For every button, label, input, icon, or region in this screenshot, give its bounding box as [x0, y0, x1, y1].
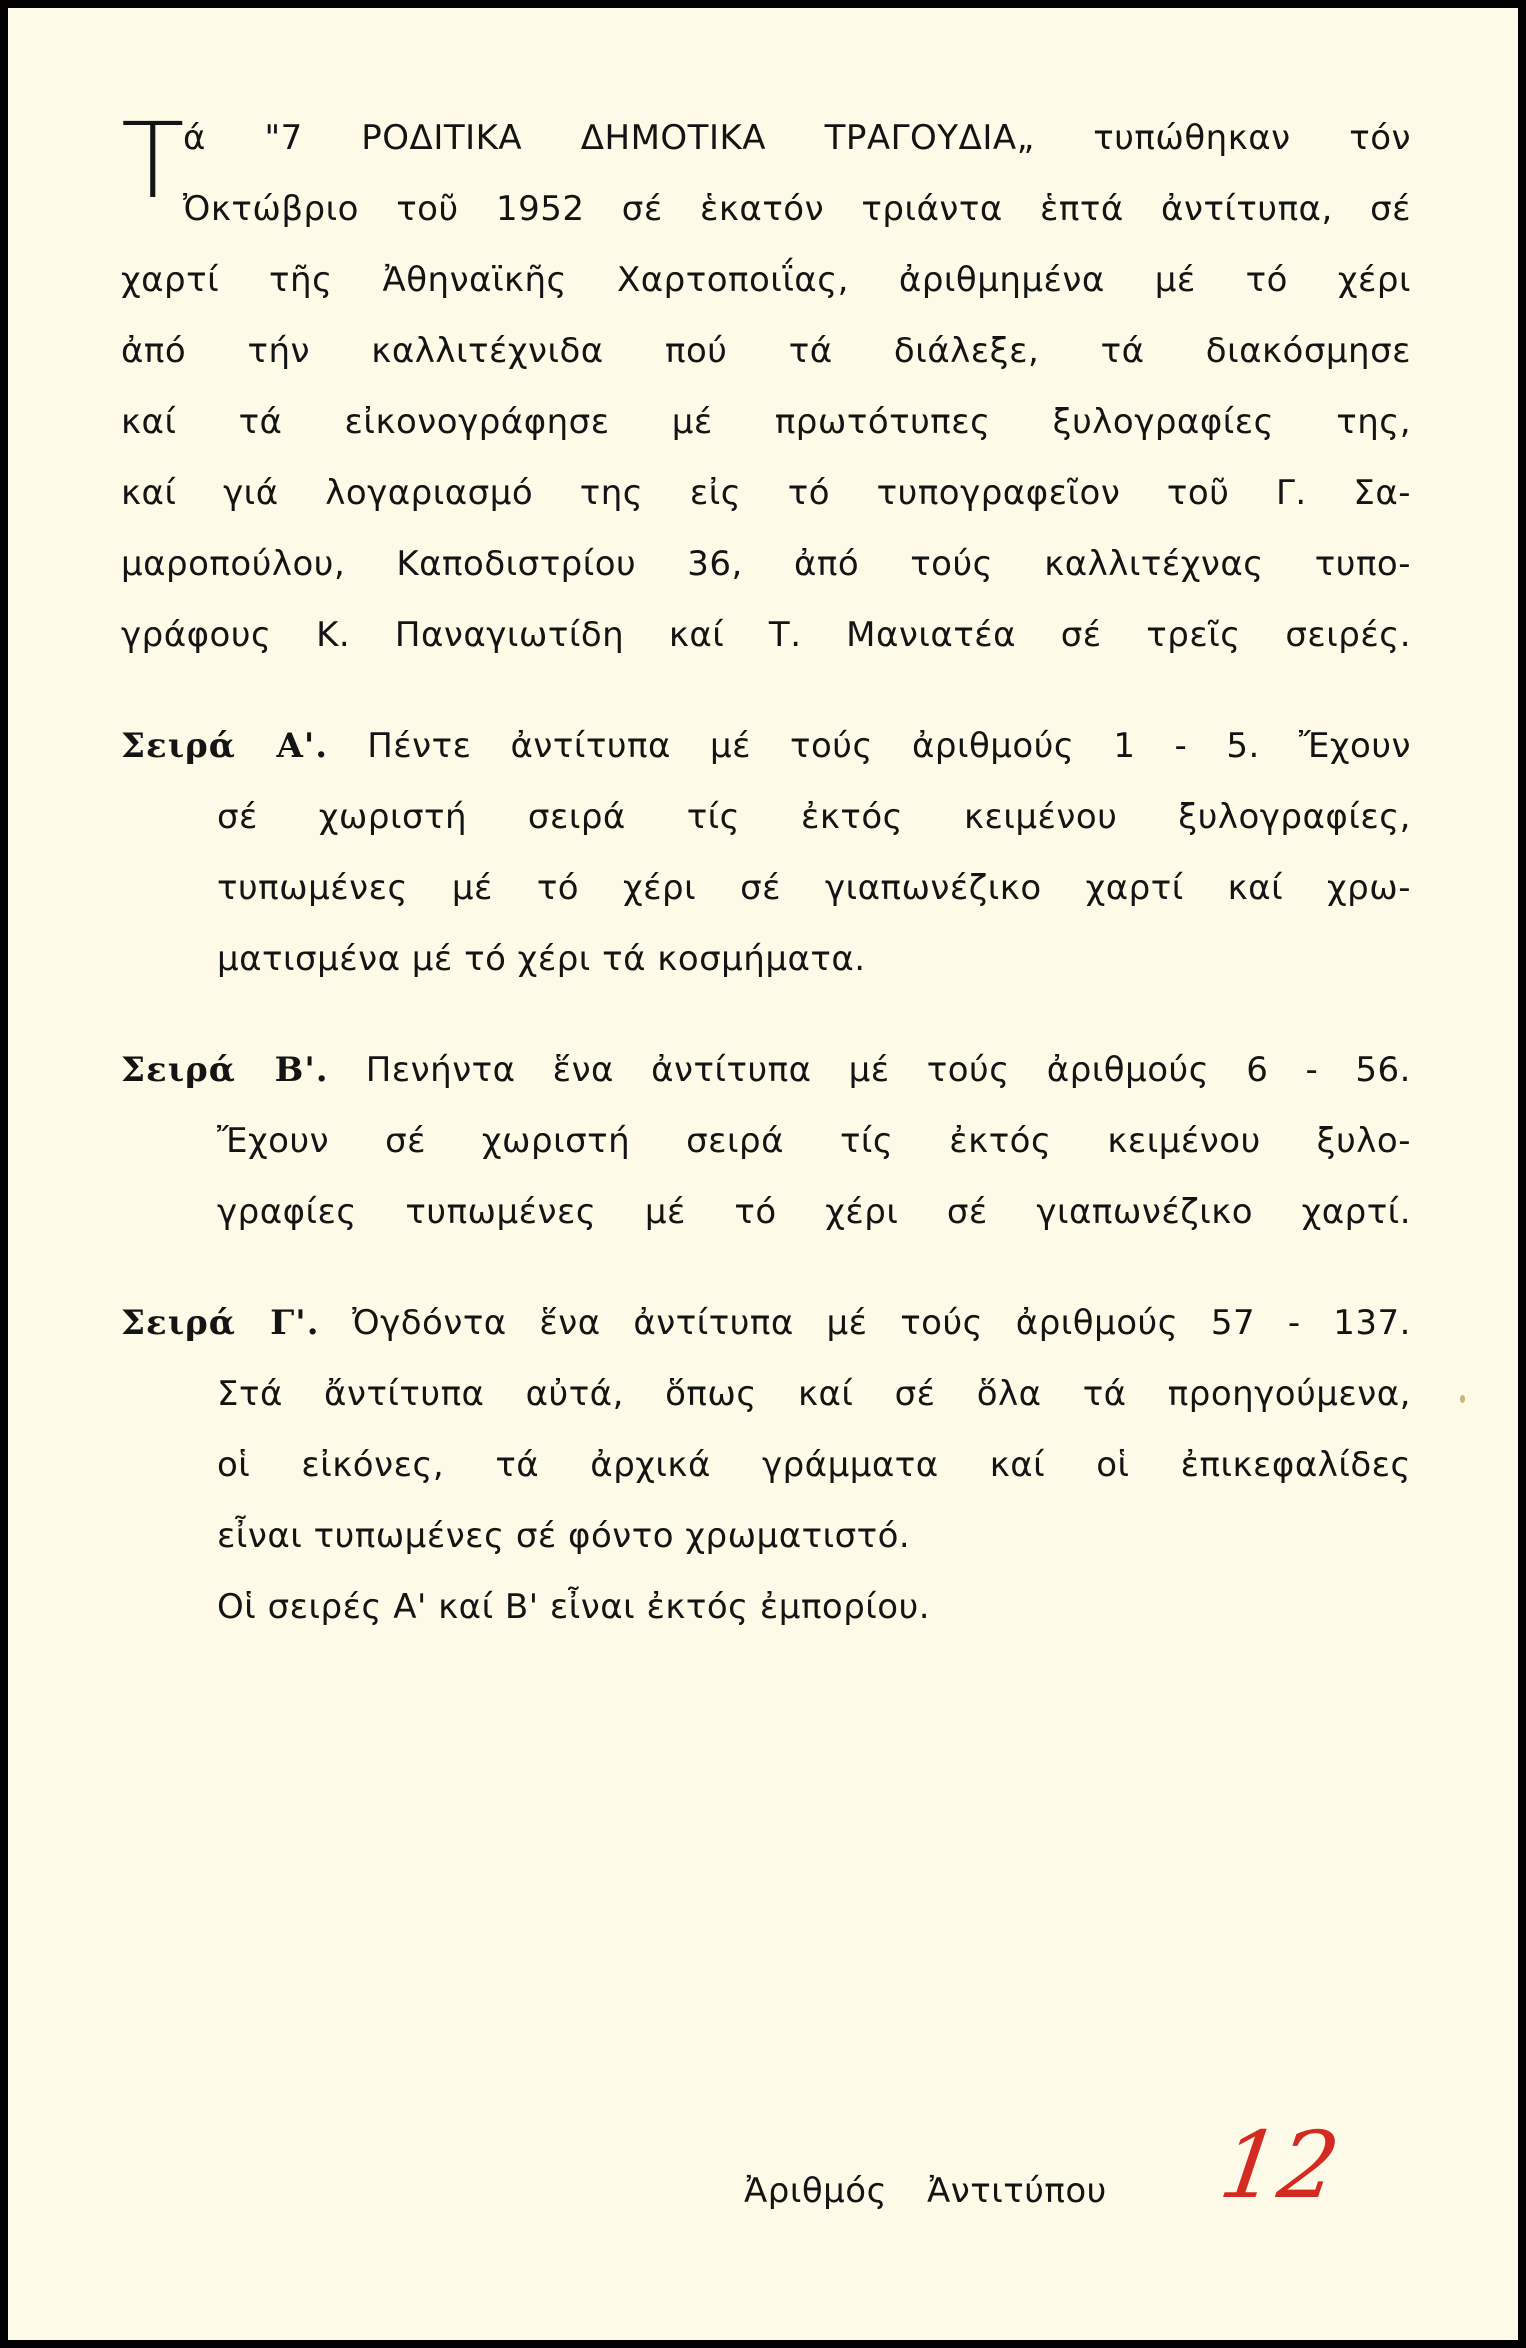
series-a-line: σέ χωριστή σειρά τίς ἐκτός κειμένου ξυλογραφίες,: [217, 797, 1411, 837]
intro-line: χαρτί τῆς Ἀθηναϊκῆς Χαρτοποιΐας, ἀριθμημένα μέ τό χέρι: [121, 260, 1411, 300]
series-c-line: Οἱ σειρές Α' καί Β' εἶναι ἐκτός ἐμπορίου.: [217, 1587, 931, 1627]
series-c-first-line: [121, 1288, 1411, 1359]
intro-line: καί γιά λογαριασμό της εἰς τό τυπογραφεῖον τοῦ Γ. Σα-: [121, 473, 1411, 513]
intro-line: Ὀκτώβριο τοῦ 1952 σέ ἑκατόν τριάντα ἑπτά ἀντίτυπα, σέ: [183, 189, 1411, 229]
series-a-line: ματισμένα μέ τό χέρι τά κοσμήματα.: [217, 939, 866, 979]
series-b-first-line: [121, 1035, 1411, 1106]
copy-number-label-word2: Ἀντιτύπου: [927, 2171, 1107, 2211]
intro-line: μαροπούλου, Καποδιστρίου 36, ἀπό τούς καλλιτέχνας τυπο-: [121, 544, 1411, 584]
series-b-line: γραφίες τυπωμένες μέ τό χέρι σέ γιαπωνέζικο χαρτί.: [217, 1192, 1411, 1232]
intro-line: καί τά εἰκονογράφησε μέ πρωτότυπες ξυλογραφίες της,: [121, 402, 1411, 442]
series-b-line: Ἔχουν σέ χωριστή σειρά τίς ἐκτός κειμένου ξυλο-: [217, 1121, 1411, 1161]
intro-line: γράφους Κ. Παναγιωτίδη καί Τ. Μανιατέα σέ τρεῖς σειρές.: [121, 615, 1411, 655]
colophon-page: [8, 8, 1518, 2340]
series-c-first-text: Ὀγδόντα ἕνα ἀντίτυπα μέ τούς ἀριθμούς 57 - 137.: [352, 1303, 1411, 1343]
colophon-text: [121, 100, 1411, 1643]
series-a-line: τυπωμένες μέ τό χέρι σέ γιαπωνέζικο χαρτί καί χρω-: [217, 868, 1411, 908]
series-c-line: οἱ εἰκόνες, τά ἀρχικά γράμματα καί οἱ ἐπικεφαλίδες: [217, 1445, 1411, 1485]
series-c-line: Στά ἄντίτυπα αὐτά, ὅπως καί σέ ὅλα τά προηγούμενα,: [217, 1374, 1411, 1414]
series-b: [121, 1035, 1411, 1248]
series-c: [121, 1288, 1411, 1643]
intro-line: ἀπό τήν καλλιτέχνιδα πού τά διάλεξε, τά διακόσμησε: [121, 331, 1411, 371]
series-b-first-text: Πενήντα ἕνα ἀντίτυπα μέ τούς ἀριθμούς 6 - 56.: [365, 1050, 1411, 1090]
handwritten-copy-number: 12: [1213, 2112, 1346, 2219]
series-b-label: Σειρά Β'.: [121, 1050, 329, 1090]
drop-cap-letter: Τ: [121, 100, 186, 222]
series-a-label: Σειρά Α'.: [121, 726, 329, 766]
series-c-line: εἶναι τυπωμένες σέ φόντο χρωματιστό.: [217, 1516, 911, 1556]
series-a-first-line: [121, 711, 1411, 782]
intro-line: ά "7 ΡΟΔΙΤΙΚΑ ΔΗΜΟΤΙΚΑ ΤΡΑΓΟΥΔΙΑ„ τυπώθηκαν τόν: [183, 118, 1411, 158]
paper-speck: [1460, 1395, 1465, 1403]
series-a: [121, 711, 1411, 995]
copy-number-label: [744, 2171, 1107, 2211]
series-a-first-text: Πέντε ἀντίτυπα μέ τούς ἀριθμούς 1 - 5. Ἔχουν: [367, 726, 1411, 766]
intro-paragraph: [121, 100, 1411, 671]
copy-number-label-word1: Ἀριθμός: [744, 2171, 888, 2211]
series-c-label: Σειρά Γ'.: [121, 1303, 320, 1343]
